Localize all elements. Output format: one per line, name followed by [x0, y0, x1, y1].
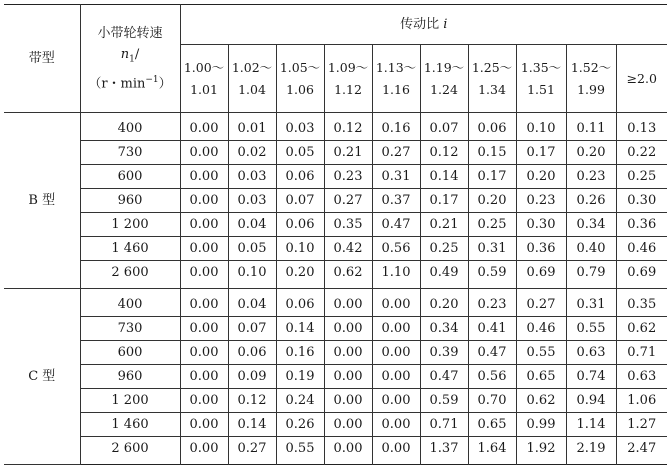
power-increment-cell: 0.09: [228, 365, 276, 389]
power-increment-cell: 0.00: [372, 289, 420, 317]
power-increment-cell: 0.04: [228, 213, 276, 237]
power-increment-cell: 0.42: [324, 237, 372, 261]
power-increment-cell: 0.17: [516, 141, 566, 165]
power-increment-cell: 0.10: [276, 237, 324, 261]
ratio-range-header: [468, 45, 516, 113]
speed-cell: 1 460: [80, 413, 180, 437]
power-increment-cell: 0.10: [516, 113, 566, 141]
power-increment-cell: 0.30: [616, 189, 667, 213]
table-row: [4, 341, 667, 365]
power-increment-cell: 0.06: [276, 165, 324, 189]
speed-cell: 400: [80, 289, 180, 317]
power-increment-cell: 1.14: [566, 413, 616, 437]
ratio-range-header: [276, 45, 324, 113]
power-increment-cell: 0.00: [180, 365, 228, 389]
ratio-range-lower: 1.25～: [471, 59, 513, 75]
ratio-range-lower: 1.52～: [570, 59, 612, 75]
power-increment-cell: 0.35: [616, 289, 667, 317]
speed-cell: 960: [80, 365, 180, 389]
power-increment-cell: 0.39: [420, 341, 468, 365]
power-increment-cell: 0.71: [616, 341, 667, 365]
power-increment-cell: 0.00: [372, 365, 420, 389]
power-increment-cell: 0.19: [276, 365, 324, 389]
power-increment-cell: 0.14: [276, 317, 324, 341]
power-increment-cell: 0.00: [180, 437, 228, 465]
table-row: [4, 365, 667, 389]
speed-cell: 600: [80, 341, 180, 365]
power-increment-cell: 0.20: [516, 165, 566, 189]
power-increment-cell: 0.13: [616, 113, 667, 141]
speed-cell: 960: [80, 189, 180, 213]
power-increment-cell: 0.47: [420, 365, 468, 389]
ratio-range-upper: 1.06: [286, 81, 314, 97]
power-increment-cell: 0.04: [228, 289, 276, 317]
power-increment-cell: 0.00: [324, 317, 372, 341]
power-increment-cell: 0.37: [372, 189, 420, 213]
power-increment-cell: 0.21: [324, 141, 372, 165]
power-increment-cell: 0.16: [372, 113, 420, 141]
power-increment-cell: 0.31: [566, 289, 616, 317]
power-increment-cell: 0.20: [468, 189, 516, 213]
table-row: [4, 189, 667, 213]
speed-header-symbol: $n_1/$: [120, 46, 140, 65]
power-increment-cell: 0.05: [276, 141, 324, 165]
power-increment-cell: 0.01: [228, 113, 276, 141]
power-increment-cell: 0.00: [372, 317, 420, 341]
ratio-range-header: [420, 45, 468, 113]
speed-cell: 400: [80, 113, 180, 141]
speed-cell: 1 200: [80, 389, 180, 413]
belt-type-label: B 型: [4, 113, 80, 289]
power-increment-cell: 0.25: [468, 213, 516, 237]
power-increment-cell: 0.07: [228, 317, 276, 341]
power-increment-cell: 0.70: [468, 389, 516, 413]
speed-cell: 1 460: [80, 237, 180, 261]
power-increment-cell: 0.74: [566, 365, 616, 389]
power-increment-cell: 0.12: [420, 141, 468, 165]
power-increment-cell: 0.11: [566, 113, 616, 141]
power-increment-cell: 0.20: [420, 289, 468, 317]
ratio-range-lower: 1.19～: [423, 59, 465, 75]
ratio-range-upper: 1.51: [527, 81, 555, 97]
power-increment-cell: 0.94: [566, 389, 616, 413]
power-increment-cell: 1.06: [616, 389, 667, 413]
power-increment-cell: 0.23: [324, 165, 372, 189]
power-increment-cell: 0.00: [180, 165, 228, 189]
power-increment-cell: 0.55: [516, 341, 566, 365]
power-increment-cell: 2.19: [566, 437, 616, 465]
power-increment-cell: 0.62: [324, 261, 372, 289]
power-increment-cell: 0.79: [566, 261, 616, 289]
table-row: [4, 113, 667, 141]
power-increment-cell: 1.10: [372, 261, 420, 289]
power-increment-cell: 0.49: [420, 261, 468, 289]
power-increment-cell: 0.16: [276, 341, 324, 365]
power-increment-cell: 0.00: [372, 389, 420, 413]
ratio-range-header: [372, 45, 420, 113]
power-increment-cell: 0.41: [468, 317, 516, 341]
power-increment-cell: 0.56: [372, 237, 420, 261]
power-increment-cell: 0.47: [468, 341, 516, 365]
power-increment-cell: 2.47: [616, 437, 667, 465]
power-increment-cell: 0.99: [516, 413, 566, 437]
power-increment-cell: 0.06: [468, 113, 516, 141]
power-increment-cell: 0.36: [516, 237, 566, 261]
ratio-range-lower: 1.09～: [327, 59, 369, 75]
power-increment-cell: 0.14: [228, 413, 276, 437]
power-increment-cell: 0.00: [180, 141, 228, 165]
power-increment-cell: 0.22: [616, 141, 667, 165]
power-increment-cell: 0.62: [616, 317, 667, 341]
ratio-range-lower: 1.13～: [375, 59, 417, 75]
ratio-range-upper: 1.12: [334, 81, 362, 97]
power-increment-cell: 0.26: [566, 189, 616, 213]
power-increment-cell: 0.00: [372, 341, 420, 365]
power-increment-cell: 0.63: [616, 365, 667, 389]
ratio-header: 传动比 i: [180, 5, 667, 45]
table-row: [4, 389, 667, 413]
power-increment-cell: 0.00: [180, 189, 228, 213]
power-increment-cell: 0.20: [276, 261, 324, 289]
power-increment-cell: 0.24: [276, 389, 324, 413]
power-increment-cell: 0.31: [468, 237, 516, 261]
power-increment-cell: 0.30: [516, 213, 566, 237]
power-increment-cell: 0.27: [516, 289, 566, 317]
power-increment-cell: 0.25: [420, 237, 468, 261]
speed-header-title: 小带轮转速: [97, 25, 163, 41]
power-increment-cell: 0.00: [180, 261, 228, 289]
table-row: [4, 437, 667, 465]
ratio-range-header: [616, 45, 667, 113]
belt-type-label: C 型: [4, 289, 80, 465]
table-row: [4, 289, 667, 317]
power-increment-cell: 0.23: [516, 189, 566, 213]
power-increment-cell: 0.26: [276, 413, 324, 437]
power-increment-cell: 0.46: [616, 237, 667, 261]
ratio-range-header: [180, 45, 228, 113]
power-increment-cell: 0.63: [566, 341, 616, 365]
speed-cell: 730: [80, 317, 180, 341]
speed-header: [80, 5, 180, 113]
power-increment-cell: 0.00: [324, 289, 372, 317]
table-row: [4, 213, 667, 237]
ratio-range-lower: ≥2.0: [626, 70, 657, 86]
power-increment-table: [4, 4, 667, 465]
speed-cell: 2 600: [80, 437, 180, 465]
power-increment-cell: 0.55: [276, 437, 324, 465]
power-increment-cell: 1.27: [616, 413, 667, 437]
power-increment-cell: 0.46: [516, 317, 566, 341]
power-increment-cell: 0.00: [324, 413, 372, 437]
power-increment-cell: 1.92: [516, 437, 566, 465]
power-increment-cell: 0.00: [180, 113, 228, 141]
power-increment-cell: 0.00: [180, 213, 228, 237]
ratio-range-lower: 1.05～: [279, 59, 321, 75]
power-increment-cell: 0.03: [228, 165, 276, 189]
speed-cell: 2 600: [80, 261, 180, 289]
table-row: [4, 413, 667, 437]
ratio-range-lower: 1.02～: [231, 59, 273, 75]
power-increment-cell: 0.00: [180, 289, 228, 317]
power-increment-cell: 0.00: [324, 389, 372, 413]
power-increment-cell: 0.23: [468, 289, 516, 317]
table-row: [4, 237, 667, 261]
ratio-range-upper: 1.34: [478, 81, 506, 97]
power-increment-cell: 0.07: [420, 113, 468, 141]
power-increment-cell: 0.40: [566, 237, 616, 261]
power-increment-cell: 0.21: [420, 213, 468, 237]
power-increment-cell: 0.65: [516, 365, 566, 389]
power-increment-cell: 0.06: [228, 341, 276, 365]
power-increment-cell: 0.00: [180, 341, 228, 365]
ratio-range-upper: 1.04: [238, 81, 266, 97]
power-increment-cell: 1.37: [420, 437, 468, 465]
power-increment-cell: 0.02: [228, 141, 276, 165]
ratio-range-upper: 1.99: [577, 81, 605, 97]
ratio-range-lower: 1.35～: [520, 59, 562, 75]
table-row: [4, 165, 667, 189]
power-increment-cell: 0.00: [372, 413, 420, 437]
power-increment-cell: 0.56: [468, 365, 516, 389]
speed-cell: 600: [80, 165, 180, 189]
power-increment-cell: 0.00: [324, 365, 372, 389]
speed-cell: 730: [80, 141, 180, 165]
power-increment-cell: 0.00: [372, 437, 420, 465]
power-increment-cell: 0.71: [420, 413, 468, 437]
power-increment-cell: 0.12: [228, 389, 276, 413]
power-increment-cell: 0.62: [516, 389, 566, 413]
speed-cell: 1 200: [80, 213, 180, 237]
power-increment-cell: 0.23: [566, 165, 616, 189]
power-increment-cell: 0.55: [566, 317, 616, 341]
power-increment-cell: 0.25: [616, 165, 667, 189]
power-increment-cell: 0.00: [180, 413, 228, 437]
power-increment-cell: 0.27: [228, 437, 276, 465]
table-row: [4, 141, 667, 165]
power-increment-cell: 0.00: [324, 341, 372, 365]
power-increment-cell: 0.20: [566, 141, 616, 165]
power-increment-cell: 1.64: [468, 437, 516, 465]
table-row: [4, 261, 667, 289]
power-increment-cell: 0.17: [468, 165, 516, 189]
ratio-range-lower: 1.00～: [183, 59, 225, 75]
power-increment-cell: 0.27: [324, 189, 372, 213]
power-increment-cell: 0.03: [228, 189, 276, 213]
speed-header-unit: （r・$\min^{-1}$）: [88, 75, 172, 92]
power-increment-cell: 0.15: [468, 141, 516, 165]
power-increment-cell: 0.69: [616, 261, 667, 289]
power-increment-cell: 0.31: [372, 165, 420, 189]
power-increment-cell: 0.06: [276, 289, 324, 317]
table-row: [4, 317, 667, 341]
power-increment-cell: 0.35: [324, 213, 372, 237]
ratio-range-upper: 1.16: [382, 81, 410, 97]
power-increment-cell: 0.07: [276, 189, 324, 213]
power-increment-cell: 0.47: [372, 213, 420, 237]
power-increment-cell: 0.59: [420, 389, 468, 413]
power-increment-cell: 0.03: [276, 113, 324, 141]
ratio-range-header: [516, 45, 566, 113]
power-increment-cell: 0.10: [228, 261, 276, 289]
power-increment-cell: 0.69: [516, 261, 566, 289]
power-increment-cell: 0.14: [420, 165, 468, 189]
power-increment-cell: 0.36: [616, 213, 667, 237]
power-increment-cell: 0.00: [180, 237, 228, 261]
ratio-range-header: [324, 45, 372, 113]
power-increment-cell: 0.05: [228, 237, 276, 261]
power-increment-cell: 0.34: [566, 213, 616, 237]
power-increment-cell: 0.06: [276, 213, 324, 237]
power-increment-cell: 0.65: [468, 413, 516, 437]
power-increment-cell: 0.27: [372, 141, 420, 165]
power-increment-cell: 0.12: [324, 113, 372, 141]
power-increment-cell: 0.34: [420, 317, 468, 341]
ratio-range-upper: 1.01: [190, 81, 218, 97]
power-increment-cell: 0.17: [420, 189, 468, 213]
ratio-range-header: [228, 45, 276, 113]
ratio-range-header: [566, 45, 616, 113]
belt-type-header: 带型: [4, 5, 80, 113]
power-increment-cell: 0.00: [180, 389, 228, 413]
power-increment-cell: 0.00: [324, 437, 372, 465]
power-increment-cell: 0.59: [468, 261, 516, 289]
ratio-range-upper: 1.24: [430, 81, 458, 97]
power-increment-cell: 0.00: [180, 317, 228, 341]
